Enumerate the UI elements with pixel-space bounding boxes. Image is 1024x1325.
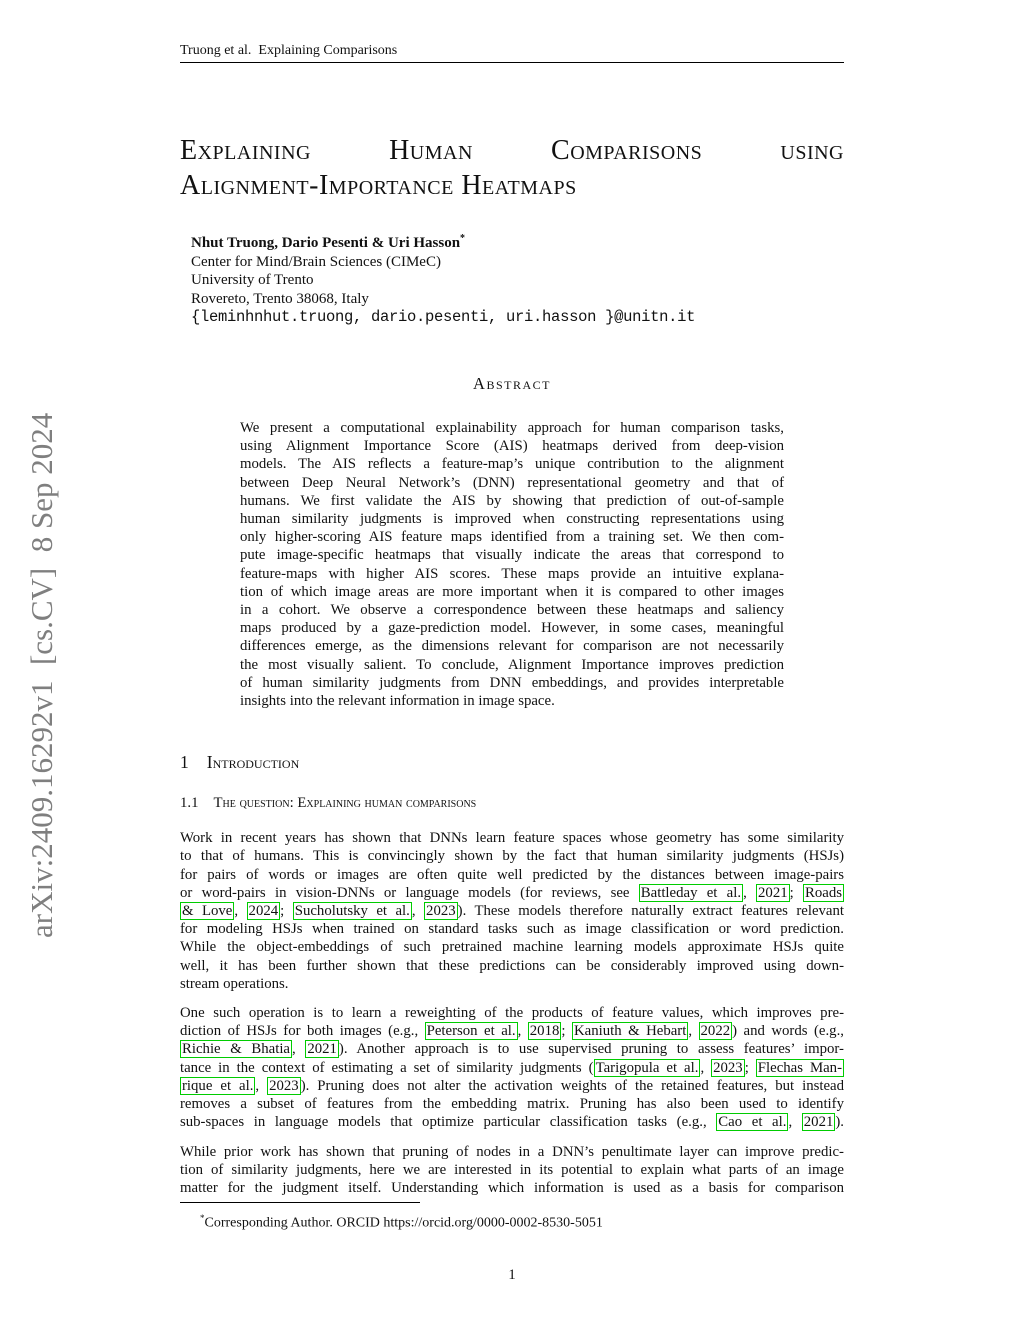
- affiliation-line: Rovereto, Trento 38068, Italy: [191, 290, 369, 307]
- text-line: stream operations.: [180, 975, 289, 992]
- text-line: feature-maps with higher AIS scores. These maps provide an intuitive explana-: [240, 565, 784, 582]
- citation-link[interactable]: rique et al.: [182, 1077, 254, 1094]
- paper-title: [180, 133, 844, 203]
- paper-title-line-2: Alignment-Importance Heatmaps: [180, 170, 577, 201]
- text-line: maps produced by a gaze-prediction model. However, in some cases, meaningful: [240, 620, 784, 637]
- text-line: & Love , 2024 ; Sucholutsky et al. , 2023 ). These models therefore naturally extract features relevant: [182, 903, 845, 920]
- text-line: While the object-embeddings of such pretrained machine learning models approximate HSJs quite: [180, 939, 844, 956]
- citation-link[interactable]: 2021: [803, 1114, 834, 1131]
- citation-link[interactable]: Richie & Bhatia: [182, 1041, 290, 1058]
- author-names: [191, 230, 844, 253]
- text-line: humans. We first validate the AIS by showing that prediction of out-of-sample: [240, 492, 784, 509]
- author-names-text: Nhut Truong, Dario Pesenti & Uri Hasson: [191, 235, 461, 251]
- citation-link[interactable]: Cao et al.: [718, 1114, 787, 1131]
- text-line: human similarity judgments is improved when constructing representations using: [240, 511, 784, 528]
- text-line: tance in the context of estimating a set of similarity judgments ( Tarigopula et al. , 2023 ; Flechas Man-: [180, 1059, 842, 1076]
- text-column: [180, 0, 844, 1284]
- author-block: [180, 230, 844, 327]
- body-paragraph: [180, 1004, 844, 1131]
- text-line: tion of which image areas are more important when it is compared to other images: [240, 583, 784, 600]
- body-paragraph: [180, 829, 844, 993]
- citation-link[interactable]: Roads: [805, 884, 842, 901]
- text-line: tion of similarity judgments, here we are interested in its potential to explain what parts of an image: [180, 1161, 844, 1178]
- citation-link[interactable]: 2021: [307, 1041, 337, 1058]
- text-line: Richie & Bhatia , 2021 ). Another approach is to use supervised pruning to assess features’ impor-: [182, 1041, 844, 1058]
- text-line: Work in recent years has shown that DNNs learn feature spaces whose geometry has some similarity: [180, 830, 844, 847]
- body-paragraph: [180, 1143, 844, 1198]
- abstract-heading: Abstract: [473, 374, 551, 393]
- running-header: [180, 42, 844, 63]
- introduction-paragraphs: [180, 829, 844, 1197]
- text-line: insights into the relevant information in image space.: [240, 693, 555, 710]
- header-rule: [180, 62, 844, 63]
- citation-link[interactable]: Peterson et al.: [426, 1023, 516, 1040]
- text-line: matter for the judgment itself. Understanding which information is used as a basis for comparison: [180, 1179, 844, 1196]
- text-line: removes a subset of features from the embedding matrix. Pruning has also been used to identify: [180, 1096, 844, 1113]
- text-line: One such operation is to learn a reweighting of the products of feature values, which improves pre-: [180, 1005, 844, 1022]
- author-emails: {leminhnhut.truong, dario.pesenti, uri.hasson }@unitn.it: [191, 308, 696, 326]
- citation-link[interactable]: Battleday et al.: [640, 884, 742, 901]
- text-line: in a cohort. We observe a correspondence between these heatmaps and saliency: [240, 602, 784, 619]
- text-line: to that of humans. This is convincingly shown by the fact that human similarity judgments (HSJs): [180, 848, 844, 865]
- citation-link[interactable]: Kaniuth & Hebart: [573, 1023, 687, 1040]
- subsection-title: The question: Explaining human comparisons: [213, 795, 477, 812]
- text-line: well, it has been further shown that these predictions can be considerably improved using down-: [180, 957, 844, 974]
- page-number: 1: [508, 1266, 516, 1283]
- text-line: sub-spaces in language models that optimize particular classification tasks (e.g., Cao et al. , 2021 ).: [180, 1114, 844, 1131]
- section-title: Introduction: [206, 752, 300, 773]
- text-line: the most visually salient. To conclude, Alignment Importance improves prediction: [240, 656, 784, 673]
- citation-link[interactable]: Tarigopula et al.: [595, 1059, 699, 1076]
- text-line: While prior work has shown that pruning of nodes in a DNN’s penultimate layer can improve predic-: [180, 1143, 844, 1160]
- subsection-heading-the-question: [180, 794, 844, 812]
- footnote-mark: *: [200, 1213, 205, 1224]
- affiliation-line: Center for Mind/Brain Sciences (CIMeC): [191, 253, 441, 270]
- citation-link[interactable]: Flechas Man-: [757, 1059, 842, 1076]
- citation-link[interactable]: Sucholutsky et al.: [294, 903, 410, 920]
- citation-link[interactable]: 2022: [700, 1023, 731, 1040]
- text-line: between Deep Neural Network’s (DNN) representational geometry and that of: [240, 474, 784, 491]
- citation-link[interactable]: 2018: [529, 1023, 560, 1040]
- text-line: for modeling HSJs when trained on standard tasks such as image classification or word prediction.: [180, 921, 844, 938]
- citation-link[interactable]: 2024: [248, 903, 279, 920]
- text-line: of human similarity judgments from DNN embeddings, and provides interpretable: [240, 674, 784, 691]
- paper-title-line-1: Explaining Human Comparisons using: [180, 135, 844, 166]
- text-line: rique et al. , 2023 ). Pruning does not alter the activation weights of the retained features, but instead: [182, 1077, 845, 1094]
- text-line: models. The AIS reflects a feature-map’s unique contribution to the alignment: [240, 456, 784, 473]
- footnote-area: [180, 1202, 844, 1232]
- citation-link[interactable]: 2023: [426, 903, 456, 920]
- section-number: 1: [180, 752, 189, 773]
- text-line: diction of HSJs for both images (e.g., Peterson et al. , 2018 ; Kaniuth & Hebart , 2022 ) and words (e.g.,: [180, 1023, 844, 1040]
- footnote-body: Corresponding Author. ORCID https://orcid.org/0000-0002-8530-5051: [204, 1215, 603, 1231]
- subsection-number: 1.1: [180, 795, 199, 812]
- running-title: Truong et al. Explaining Comparisons: [180, 43, 398, 58]
- text-line: for pairs of words or images are often quite well predicted by the distances between image-pairs: [180, 866, 844, 883]
- citation-link[interactable]: & Love: [182, 903, 233, 920]
- arxiv-watermark: arXiv:2409.16292v1 [cs.CV] 8 Sep 2024: [24, 412, 59, 938]
- text-line: pute image-specific heatmaps that visually indicate the areas that correspond to: [240, 547, 784, 564]
- citation-link[interactable]: 2021: [758, 884, 788, 901]
- corresponding-author-mark: *: [460, 233, 466, 244]
- section-heading-introduction: [180, 752, 844, 773]
- abstract-body: [240, 419, 784, 710]
- citation-link[interactable]: 2023: [269, 1077, 299, 1094]
- text-line: differences emerge, as the dimensions relevant for comparison are not necessarily: [240, 638, 784, 655]
- text-line: using Alignment Importance Score (AIS) heatmaps derived from deep-vision: [240, 438, 784, 455]
- text-line: only higher-scoring AIS feature maps identified from a training set. We then com-: [240, 529, 784, 546]
- footnote-text: [180, 1210, 844, 1232]
- text-line: or word-pairs in vision-DNNs or language models (for reviews, see Battleday et al. , 2021 ; Roads: [180, 884, 842, 901]
- affiliation-line: University of Trento: [191, 272, 314, 288]
- text-line: We present a computational explainability approach for human comparison tasks,: [240, 420, 784, 436]
- citation-link[interactable]: 2023: [713, 1059, 743, 1076]
- footnote-rule: [180, 1202, 420, 1203]
